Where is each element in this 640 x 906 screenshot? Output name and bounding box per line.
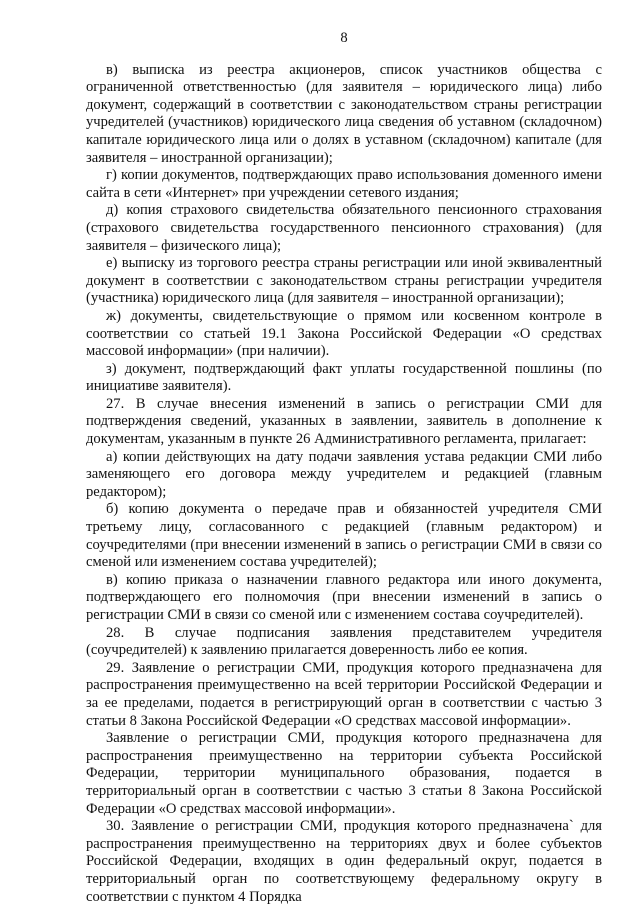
paragraph-29-regional: Заявление о регистрации СМИ, продукция которого предназначена для распространения преимущественно на территории субъекта Российской Федерации, территории муниципального образования, подается в территориальный орган в соответствии с частью 3 статьи 8 Закона Российской Федерации «О средствах массовой информации». xyxy=(86,730,602,817)
paragraph-27-a: а) копии действующих на дату подачи заявления устава редакции СМИ либо заменяющего его договора между учредителем и редакцией (главным редактором); xyxy=(86,448,602,500)
paragraph-27-v: в) копию приказа о назначении главного редактора или иного документа, подтверждающего его полномочия (при внесении изменений в запись о регистрации СМИ в связи со сменой или с изменением состава соучредителей). xyxy=(86,571,602,623)
paragraph-27-b: б) копию документа о передаче прав и обязанностей учредителя СМИ третьему лицу, согласованного с редакцией (главным редактором) и соучредителями (при внесении изменений в запись о регистрации СМИ в связи со сменой или изменением состава учредителей); xyxy=(86,501,602,571)
paragraph-g-domain-documents: г) копии документов, подтверждающих право использования доменного имени сайта в сети «Интернет» при учреждении сетевого издания; xyxy=(86,167,602,201)
paragraph-29: 29. Заявление о регистрации СМИ, продукция которого предназначена для распространения преимущественно на всей территории Российской Федерации и за ее пределами, подается в регистрирующий орган в соответствии с частью 3 статьи 8 Закона Российской Федерации «О средствах массовой информации». xyxy=(86,659,602,729)
paragraph-z-state-fee: з) документ, подтверждающий факт уплаты государственной пошлины (по инициативе заявителя). xyxy=(86,360,602,395)
paragraph-v-shareholder-register: в) выписка из реестра акционеров, список участников общества с ограниченной ответственностью (для заявителя – юридического лица) либо документ, содержащий в соответствии с законодательством страны регистрации учредителей (участников) юридического лица сведения об уставном (складочном) капитале юридического лица или о долях в уставном (складочном) капитале (для заявителя – иностранной организации); xyxy=(86,61,602,166)
paragraph-27: 27. В случае внесения изменений в запись о регистрации СМИ для подтверждения сведений, указанных в заявлении, заявитель в дополнение к документам, указанным в пункте 26 Административного регламента, прилагает: xyxy=(86,395,602,448)
document-page xyxy=(86,30,602,906)
paragraph-30: 30. Заявление о регистрации СМИ, продукция которого предназначена` для распространения преимущественно на территориях двух и более субъектов Российской Федерации, входящих в один федеральный округ, подается в территориальный орган по соответствующему федеральному округу в соответствии с пунктом 4 Порядка xyxy=(86,818,602,905)
page-number: 8 xyxy=(340,30,348,46)
paragraph-d-pension-certificate: д) копия страхового свидетельства обязательного пенсионного страхования (страхового свидетельства государственного пенсионного страхования) (для заявителя – физического лица); xyxy=(86,202,602,254)
paragraph-28: 28. В случае подписания заявления представителем учредителя (соучредителей) к заявлению прилагается доверенность либо ее копия. xyxy=(86,624,602,659)
paragraph-zh-control-documents: ж) документы, свидетельствующие о прямом или косвенном контроле в соответствии со статьей 19.1 Закона Российской Федерации «О средствах массовой информации» (при наличии). xyxy=(86,307,602,360)
paragraph-e-trade-register: е) выписку из торгового реестра страны регистрации или иной эквивалентный документ в соответствии с законодательством страны регистрации учредителя (участника) юридического лица (для заявителя – иностранной организации); xyxy=(86,255,602,307)
